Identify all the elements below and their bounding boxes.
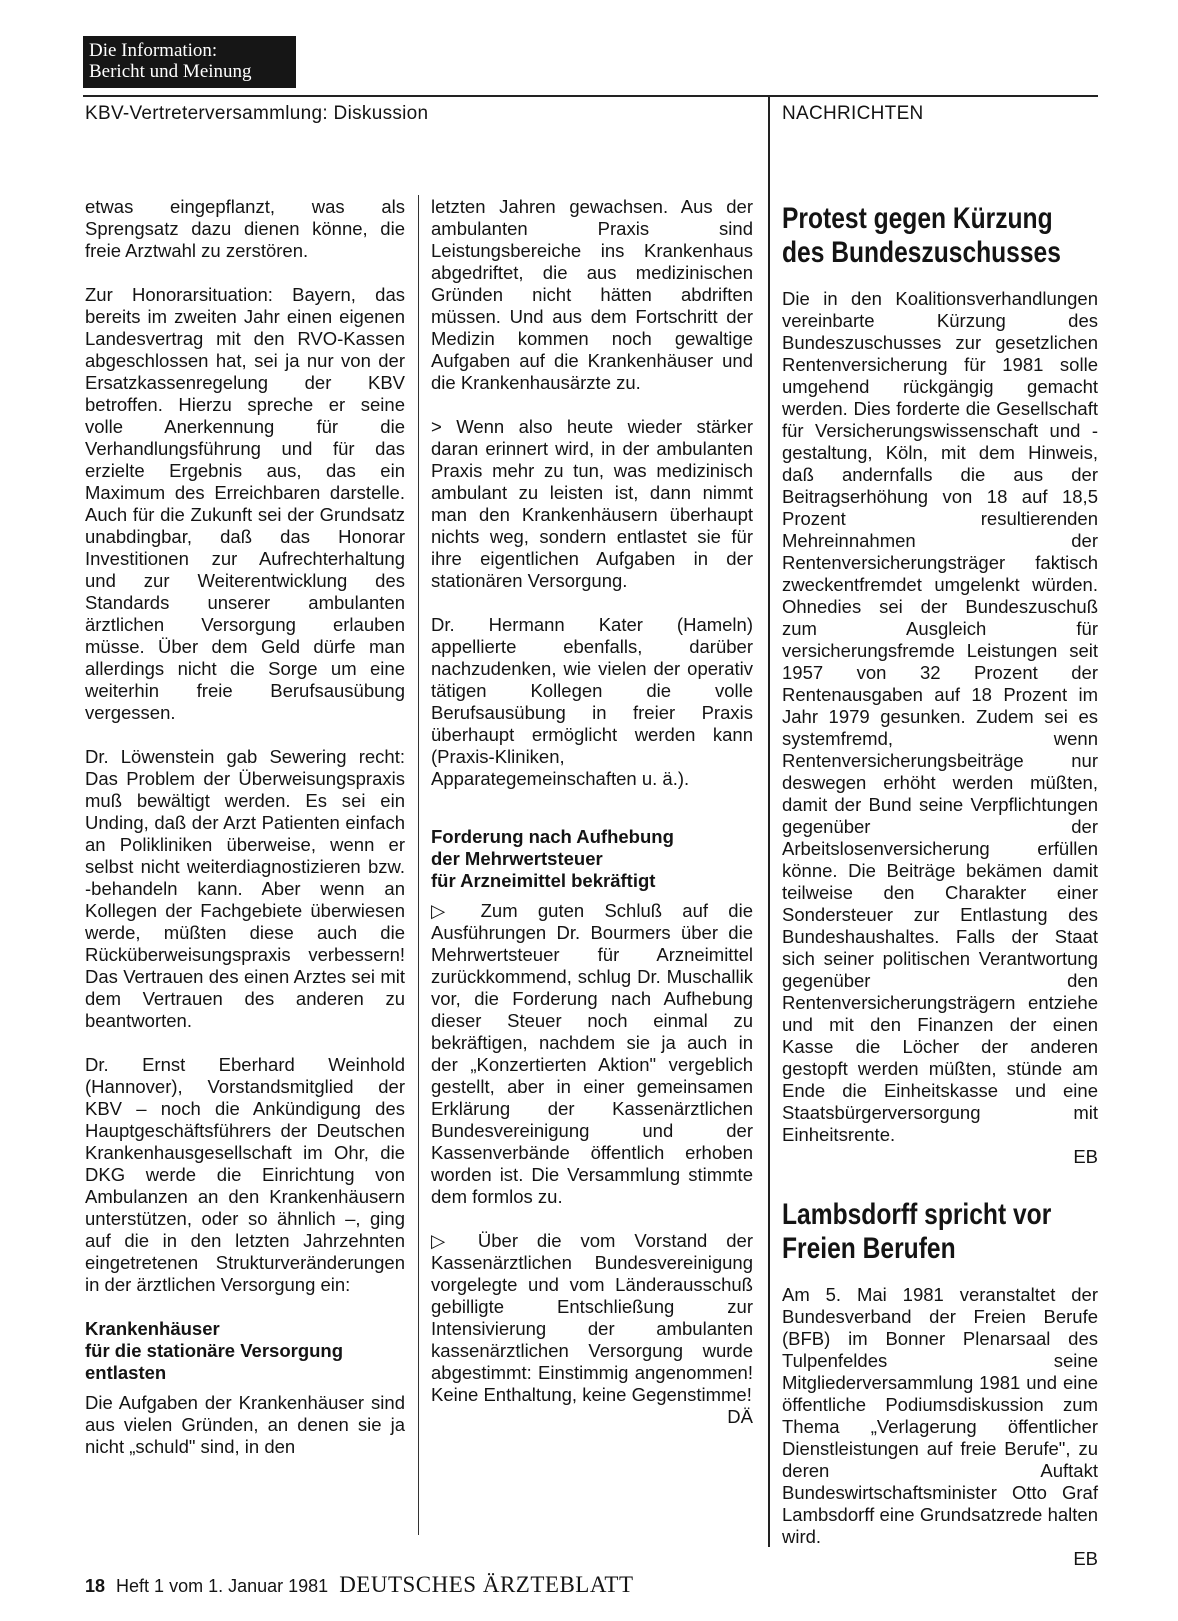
- headline-line: Protest gegen Kürzung: [782, 202, 1053, 235]
- issue-info: Heft 1 vom 1. Januar 1981: [116, 1576, 329, 1596]
- subheading-line: entlasten: [85, 1362, 167, 1383]
- article-column-2: [431, 196, 753, 1428]
- author-signature: DÄ: [727, 1406, 753, 1427]
- magazine-name: DEUTSCHES ÄRZTEBLATT: [339, 1572, 634, 1597]
- article-column-1: [85, 196, 405, 1458]
- page-number: 18: [85, 1576, 106, 1596]
- paragraph: [431, 1230, 753, 1428]
- subheading-line: Forderung nach Aufhebung: [431, 826, 674, 847]
- subheading: [85, 1318, 405, 1384]
- author-signature: EB: [1073, 1548, 1098, 1569]
- paragraph: Dr. Löwenstein gab Sewering recht: Das Problem der Überweisungspraxis muß bewältigt werden. Es sei ein Unding, daß der Arzt Patienten einfach an Polikliniken überweise, wenn er selbst nicht weiterdiagnostizieren bzw. -behandeln kann. Aber wenn an Kollegen der Fachgebiete überwiesen werde, müßten diese auch die Rücküberweisungspraxis verbessern! Das Vertrauen des einen Arztes sei mit dem Vertrauen des anderen zu beantworten.: [85, 746, 405, 1031]
- paragraph: Zur Honorarsituation: Bayern, das bereits im zweiten Jahr einen eigenen Landesvertrag mit den RVO-Kassen abgeschlossen hat, sei ja nur von der Ersatzkassenregelung der KBV betroffen. Hierzu spreche er seine volle Anerkennung für die Verhandlungsführung und für das erzielte Ergebnis aus, das ein Maximum des Erreichbaren darstelle. Auch für die Zukunft sei der Grundsatz unabdingbar, daß das Honorar Investitionen zur Aufrechterhaltung und zur Weiterentwicklung des Standards unserer ambulanten ärztlichen Versorgung erlauben müsse. Über dem Geld dürfe man allerdings nicht die Sorge um eine weiterhin freie Berufsausübung vergessen.: [85, 284, 405, 723]
- author-signature: EB: [1073, 1146, 1098, 1167]
- paragraph: Die Aufgaben der Krankenhäuser sind aus vielen Gründen, an denen sie ja nicht „schuld" sind, in den: [85, 1392, 405, 1457]
- paragraph: ▷ Zum guten Schluß auf die Ausführungen Dr. Bourmers über die Mehrwertsteuer für Arzneimittel zurückkommend, schlug Dr. Muschallik vor, die Forderung nach Aufhebung dieser Steuer noch einmal zu bekräftigen, nachdem sie ja auch in der „Konzertierten Aktion" vergeblich gestellt, aber in einer gemeinsamen Erklärung der Kassenärztlichen Bundesvereinigung und der Kassenverbände öffentlich erhoben worden ist. Die Versammlung stimmte dem formlos zu.: [431, 900, 753, 1207]
- paragraph: [782, 1284, 1098, 1570]
- paragraph: Dr. Ernst Eberhard Weinhold (Hannover), Vorstandsmitglied der KBV – noch die Ankündigung des Hauptgeschäftsführers der Deutschen Krankenhausgesellschaft im Ohr, die DKG werde die Einrichtung von Ambulanzen an den Krankenhäusern unterstützen, oder so ähnlich –, ging auf die in den letzten Jahrzehnten eingetretenen Strukturveränderungen in der ärztlichen Versorgung ein:: [85, 1054, 405, 1295]
- badge-line-2: Bericht und Meinung: [89, 61, 252, 82]
- paragraph-text: Am 5. Mai 1981 veranstaltet der Bundesverband der Freien Berufe (BFB) im Bonner Plenarsaal des Tulpenfeldes seine Mitgliederversammlung 1981 und eine öffentliche Podiumsdiskussion zum Thema „Verlagerung öffentlicher Dienstleistungen auf freie Berufe", zu deren Auftakt Bundeswirtschaftsminister Otto Graf Lambsdorff eine Grundsatzrede halten wird.: [782, 1284, 1098, 1547]
- paragraph: Dr. Hermann Kater (Hameln) appellierte ebenfalls, darüber nachzudenken, wie vielen der operativ tätigen Kollegen die volle Berufsausübung in freier Praxis überhaupt ermöglicht werden kann (Praxis-Kliniken, Apparategemeinschaften u. ä.).: [431, 614, 753, 789]
- section-kicker-right: NACHRICHTEN: [782, 103, 924, 124]
- news-column: [782, 196, 1098, 1570]
- column-divider-right: [768, 97, 770, 1547]
- paragraph: [782, 288, 1098, 1168]
- page-footer: [85, 1572, 634, 1598]
- paragraph: etwas eingepflanzt, was als Sprengsatz dazu dienen könne, die freie Arztwahl zu zerstören.: [85, 196, 405, 261]
- section-badge: [83, 36, 296, 88]
- headline-line: des Bundeszuschusses: [782, 236, 1061, 269]
- headline-line: Lambsdorff spricht vor: [782, 1198, 1052, 1231]
- news-headline-1: [782, 202, 1098, 270]
- section-kicker-left: KBV-Vertreterversammlung: Diskussion: [85, 103, 429, 124]
- paragraph: > Wenn also heute wieder stärker daran erinnert wird, in der ambulanten Praxis mehr zu tun, was medizinisch ambulant zu leisten ist, dann nimmt man den Krankenhäusern überhaupt nichts weg, sondern entlastet sie für ihre eigentlichen Aufgaben in der stationären Versorgung.: [431, 416, 753, 591]
- paragraph-text: Die in den Koalitionsverhandlungen vereinbarte Kürzung des Bundeszuschusses zur gesetzlichen Rentenversicherung für 1981 solle umgehend rückgängig gemacht werden. Dies forderte die Gesellschaft für Versicherungswissenschaft und -gestaltung, Köln, mit dem Hinweis, daß andernfalls die aus der Beitragserhöhung von 18 auf 18,5 Prozent resultierenden Mehreinnahmen der Rentenversicherungsträger faktisch zweckentfremdet umgelenkt würden. Ohnedies sei der Bundeszuschuß zum Ausgleich für versicherungsfremde Leistungen seit 1957 von 32 Prozent der Rentenausgaben auf 18 Prozent im Jahr 1979 gesunken. Zudem sei es systemfremd, wenn Rentenversicherungsbeiträge nur deswegen erhöht werden müßten, damit der Bund seine Verpflichtungen gegenüber der Arbeitslosenversicherung erfüllen könne. Die Beiträge bekämen damit teilweise den Charakter einer Sondersteuer zur Entlastung des Bundeshaushaltes. Falls der Staat sich seiner politischen Verantwortung gegenüber den Rentenversicherungsträgern entziehe und mit den Finanzen der einen Kasse die Löcher der anderen gestopft werden müßten, stünde am Ende die Einheitskasse und eine Staatsbürgerversorgung mit Einheitsrente.: [782, 288, 1098, 1145]
- paragraph-text: ▷ Über die vom Vorstand der Kassenärztlichen Bundesvereinigung vorgelegte und vom Länderausschuß gebilligte Entschließung zur Intensivierung der ambulanten kassenärztlichen Versorgung wurde abgestimmt: Einstimmig angenommen! Keine Enthaltung, keine Gegenstimme!: [431, 1230, 753, 1405]
- badge-line-1: Die Information:: [89, 40, 218, 61]
- headline-line: Freien Berufen: [782, 1232, 956, 1265]
- subheading-line: Krankenhäuser: [85, 1318, 220, 1339]
- paragraph: letzten Jahren gewachsen. Aus der ambulanten Praxis sind Leistungsbereiche ins Krankenhaus abgedriftet, die aus medizinischen Gründen nicht hätten abdriften müssen. Und aus dem Fortschritt der Medizin kommen noch gewaltige Aufgaben auf die Krankenhäuser und die Krankenhausärzte zu.: [431, 196, 753, 393]
- subheading-line: der Mehrwertsteuer: [431, 848, 603, 869]
- subheading: [431, 826, 753, 892]
- subheading-line: für die stationäre Versorgung: [85, 1340, 344, 1361]
- column-divider-left: [418, 195, 419, 1535]
- subheading-line: für Arzneimittel bekräftigt: [431, 870, 656, 891]
- top-rule: [83, 95, 1098, 97]
- news-headline-2: [782, 1198, 1098, 1266]
